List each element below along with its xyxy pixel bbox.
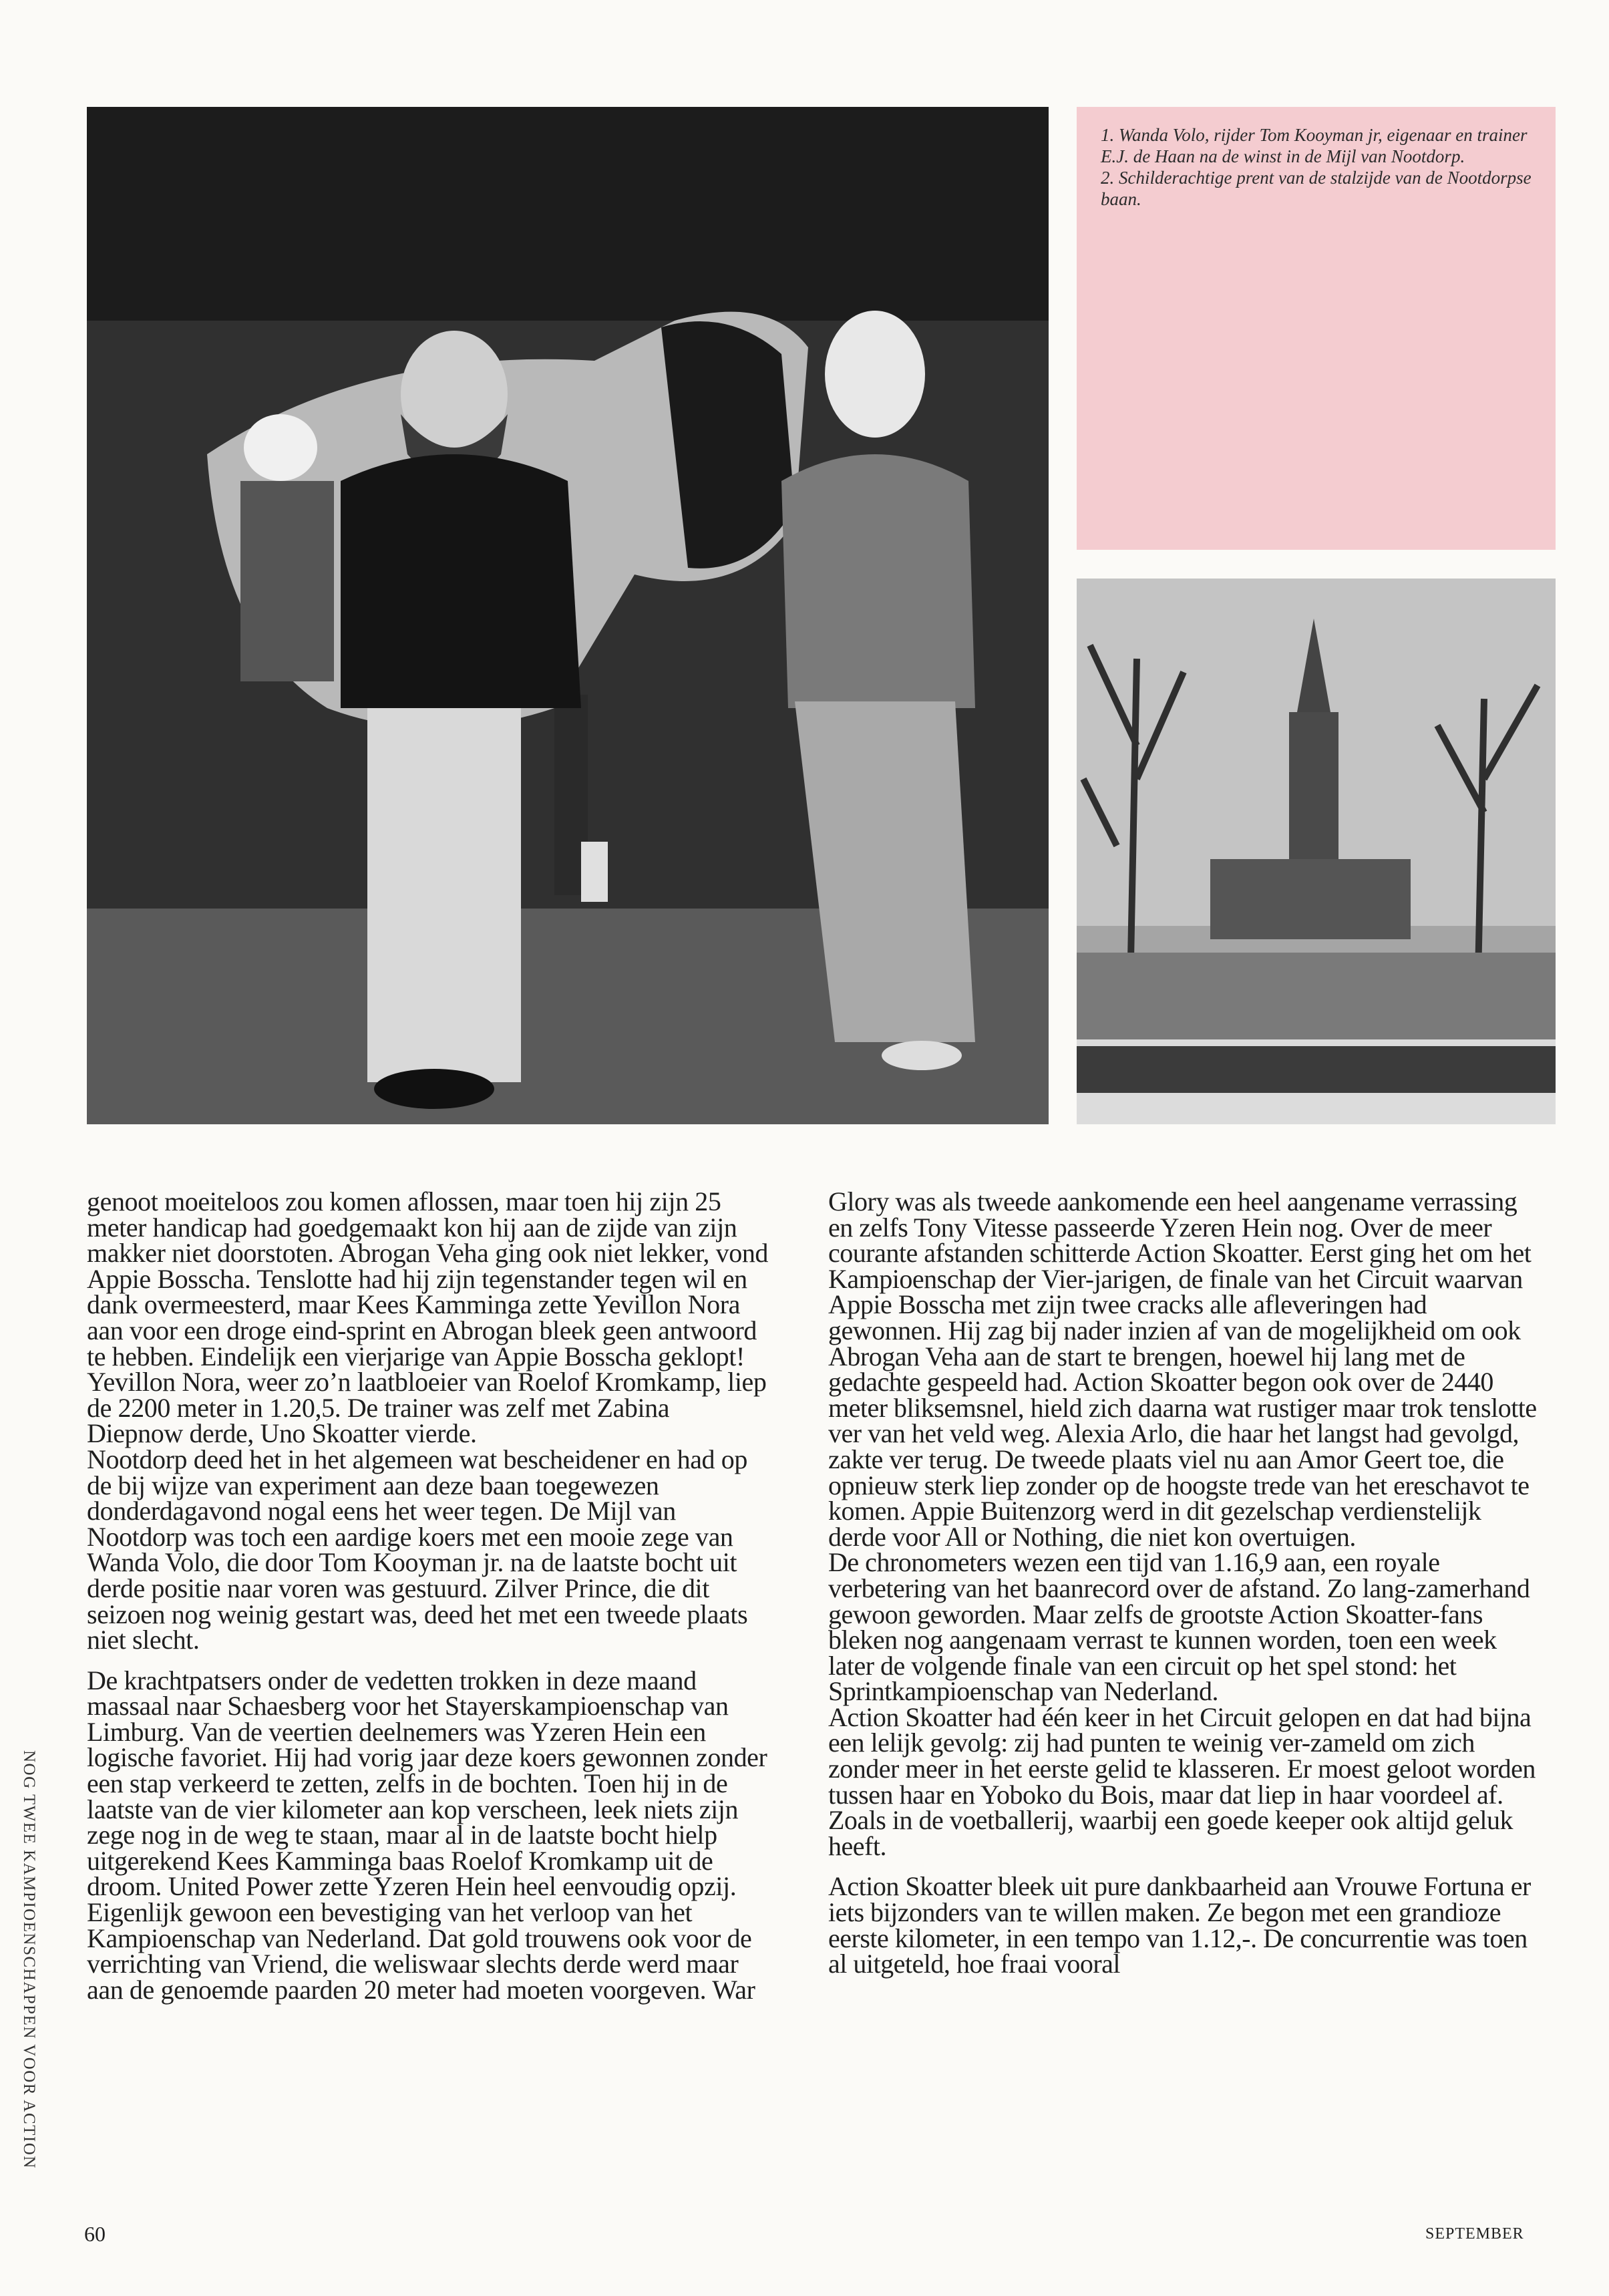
article-column-left: [87, 1186, 769, 2005]
paragraph: Glory was als tweede aankomende een heel aangename verrassing en zelfs Tony Vitesse passeerde Yzeren Hein nog. Over de meer courante afstanden schitterde Action Skoatter. Eerst ging het om het Kampioenschap der Vier-jarigen, de finale van het Circuit waarvan Appie Bosscha met zijn twee cracks alle afleveringen had gewonnen. Hij zag bij nader inzien af van de mogelijkheid om ook Abrogan Veha aan de start te brengen, hoewel hij lang met de gedachte gespeeld had. Action Skoatter begon ook over de 2440 meter bliksemsnel, hield zich daarna wat rustiger maar trok tenslotte ver van het veld weg. Alexia Arlo, die haar het langst had gevolgd, zakte ver terug. De tweede plaats viel nu aan Amor Geert toe, die opnieuw sterk liep zonder op de hoogste trede van het ereschavot te komen. Appie Buitenzorg werd in dit gezelschap verdienstelijk derde voor All or Nothing, die niet kon overtuigen.: [828, 1186, 1537, 1552]
photo-church-paddock-image: [1077, 579, 1556, 1124]
photo-winners-circle-image: [87, 107, 1049, 1124]
photo-winners-circle: [87, 107, 1049, 1124]
paragraph: genoot moeiteloos zou komen aflossen, maar toen hij zijn 25 meter handicap had goedgemaakt kon hij aan de zijde van zijn makker niet doorstoten. Abrogan Veha ging ook niet lekker, vond Appie Bosscha. Tenslotte had hij zijn tegenstander tegen wil en dank overmeesterd, maar Kees Kamminga zette Yevillon Nora aan voor een droge eind-sprint en Abrogan bleek geen antwoord te hebben. Eindelijk een vierjarige van Appie Bosscha geklopt!: [87, 1186, 769, 1371]
paragraph: Nootdorp deed het in het algemeen wat bescheidener en had op de bij wijze van experiment aan deze baan toegewezen donderdagavond nogal eens het weer tegen. De Mijl van Nootdorp was toch een aardige koers met een mooie zege van Wanda Volo, die door Tom Kooyman jr. na de laatste bocht uit derde positie naar voren was gestuurd. Zilver Prince, die dit seizoen nog weinig gestart was, deed het met een tweede plaats niet slecht.: [87, 1444, 748, 1655]
footer-month: SEPTEMBER: [1425, 2225, 1524, 2243]
caption-1: 1. Wanda Volo, rijder Tom Kooyman jr, eigenaar en trainer E.J. de Haan na de winst in de Mijl van Nootdorp.: [1101, 125, 1528, 166]
paragraph: Action Skoatter bleek uit pure dankbaarheid aan Vrouwe Fortuna er iets bijzonders van te willen maken. Ze begon met een grandioze eerste kilometer, in een tempo van 1.12,-. De concurrentie was toen al uitgeteld, hoe fraai vooral: [828, 1871, 1531, 1979]
paragraph: De chronometers wezen een tijd van 1.16,9 aan, een royale verbetering van het baanrecord over de afstand. Zo lang-zamerhand gewoon geworden. Maar zelfs de grootste Action Skoatter-fans bleken nog aangenaam verrast te kunnen worden, toen een week later de volgende finale van een circuit op het spel stond: het Sprintkampioenschap van Nederland.: [828, 1547, 1530, 1707]
paragraph: Yevillon Nora, weer zo’n laatbloeier van Roelof Kromkamp, liep de 2200 meter in 1.20,5. De trainer was zelf met Zabina Diepnow derde, Uno Skoatter vierde.: [87, 1367, 767, 1449]
paragraph: Action Skoatter had één keer in het Circuit gelopen en dat had bijna een lelijk gevolg: zij had punten te weinig ver-zameld om zich zonder meer in het eerste gelid te klasseren. Er moest geloot worden tussen haar en Yoboko du Bois, maar dat liep in haar voordeel af. Zoals in de voetballerij, waarbij een goede keeper ook altijd geluk heeft.: [828, 1701, 1536, 1861]
paragraph: De krachtpatsers onder de vedetten trokken in deze maand massaal naar Schaesberg voor het Stayerskampioenschap van Limburg. Van de veertien deelnemers was Yzeren Hein een logische favoriet. Hij had vorig jaar deze koers gewonnen zonder een stap verkeerd te zetten, zelfs in de bochten. Toen hij in de laatste van de vier kilometer aan kop verscheen, leek niets zijn zege nog in de weg te staan, maar al in de laatste bocht hielp uitgerekend Kees Kamminga baas Roelof Kromkamp uit de droom. United Power zette Yzeren Hein heel eenvoudig opzij. Eigenlijk gewoon een bevestiging van het verloop van het Kampioenschap van Nederland. Dat gold trouwens ook voor de verrichting van Vriend, die weliswaar slechts derde werd maar aan de genoemde paarden 20 meter had moeten voorgeven. War: [87, 1665, 767, 2005]
article-column-right: [828, 1186, 1543, 1979]
running-head: NOG TWEE KAMPIOENSCHAPPEN VOOR ACTION: [20, 1750, 38, 2169]
caption-2: 2. Schilderachtige prent van de stalzijde van de Nootdorpse baan.: [1101, 168, 1532, 209]
page-number: 60: [84, 2222, 106, 2246]
photo-church-paddock: [1077, 579, 1556, 1124]
caption-box: [1077, 107, 1556, 550]
